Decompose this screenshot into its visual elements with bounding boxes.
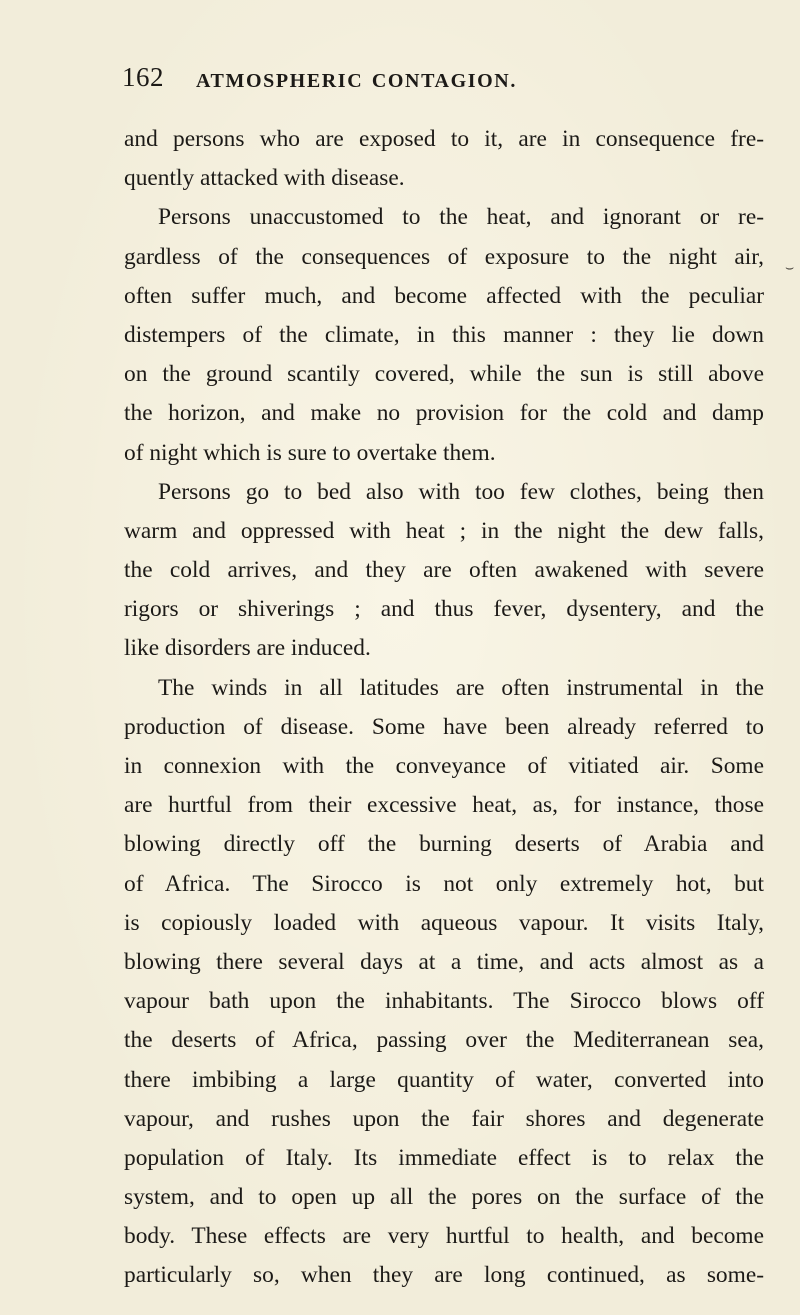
text-line: on the ground scantily covered, while the sun is still above xyxy=(124,361,764,388)
text-line: the cold arrives, and they are often awakened with severe xyxy=(124,557,764,584)
text-line: gardless of the consequences of exposure to the night air, xyxy=(124,243,764,270)
text-line: rigors or shiverings ; and thus fever, dysentery, and the xyxy=(124,596,764,623)
text-line: Persons go to bed also with too few clothes, being then xyxy=(158,478,764,505)
text-line: distempers of the climate, in this manner : they lie down xyxy=(124,321,764,348)
text-line: of night which is sure to overtake them. xyxy=(124,439,496,466)
text-line: quently attacked with disease. xyxy=(124,165,405,192)
text-line: the deserts of Africa, passing over the Mediterranean sea, xyxy=(124,1027,764,1054)
running-title: ATMOSPHERIC CONTAGION. xyxy=(196,70,517,92)
body-text xyxy=(124,120,764,1296)
text-line: Persons unaccustomed to the heat, and ignorant or re- xyxy=(158,204,764,231)
text-line: blowing directly off the burning deserts of Arabia and xyxy=(124,831,764,858)
text-line: system, and to open up all the pores on the surface of the xyxy=(124,1184,764,1211)
text-line: blowing there several days at a time, and acts almost as a xyxy=(124,948,764,975)
text-line: in connexion with the conveyance of vitiated air. Some xyxy=(124,753,764,779)
text-line: population of Italy. Its immediate effect is to relax the xyxy=(124,1144,764,1171)
text-line: the horizon, and make no provision for the cold and damp xyxy=(124,400,764,427)
text-line: there imbibing a large quantity of water, converted into xyxy=(124,1066,764,1093)
text-line: often suffer much, and become affected with the peculiar xyxy=(124,282,764,309)
text-line: of Africa. The Sirocco is not only extremely hot, but xyxy=(124,870,764,897)
text-line: are hurtful from their excessive heat, as, for instance, those xyxy=(124,792,764,819)
text-line: vapour bath upon the inhabitants. The Sirocco blows off xyxy=(124,988,764,1015)
running-head xyxy=(122,62,782,102)
margin-mark: ⌣ xyxy=(785,261,795,276)
text-line: warm and oppressed with heat ; in the night the dew falls, xyxy=(124,517,764,544)
text-line: vapour, and rushes upon the fair shores and degenerate xyxy=(124,1105,764,1132)
text-line: is copiously loaded with aqueous vapour. It visits Italy, xyxy=(124,909,764,936)
text-line: and persons who are exposed to it, are in consequence fre- xyxy=(124,126,764,152)
text-line: production of disease. Some have been already referred to xyxy=(124,713,764,740)
text-line: The winds in all latitudes are often instrumental in the xyxy=(158,674,764,701)
text-line: body. These effects are very hurtful to health, and become xyxy=(124,1223,764,1250)
text-line: like disorders are induced. xyxy=(124,635,371,662)
page-number: 162 xyxy=(122,62,164,92)
text-line: particularly so, when they are long continued, as some- xyxy=(124,1262,764,1289)
